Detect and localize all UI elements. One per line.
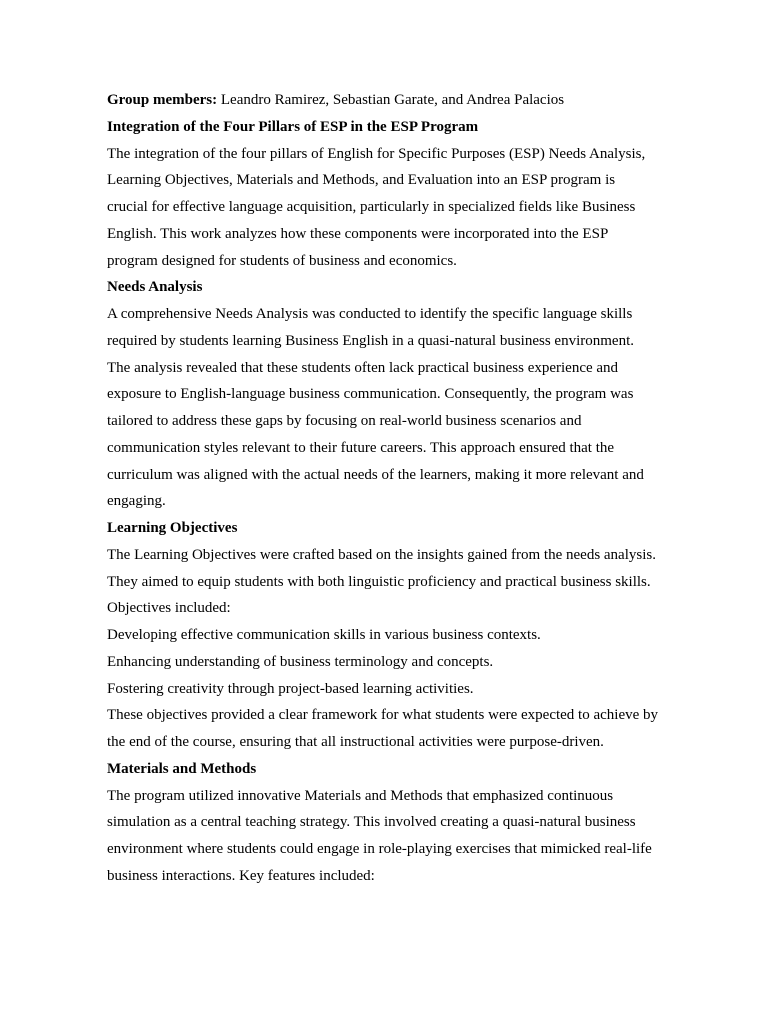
paragraph-line: They aimed to equip students with both linguistic proficiency and practical business skills. <box>107 573 651 590</box>
paragraph-line: engaging. <box>107 493 166 510</box>
paragraph-line: environment where students could engage in role-playing exercises that mimicked real-life <box>107 841 652 857</box>
paragraph-line: the end of the course, ensuring that all instructional activities were purpose-driven. <box>107 734 604 750</box>
paragraph-line: The Learning Objectives were crafted based on the insights gained from the needs analysis. <box>107 546 656 563</box>
objective-item: Enhancing understanding of business terminology and concepts. <box>107 653 494 670</box>
paragraph-line: tailored to address these gaps by focusing on real-world business scenarios and <box>107 413 582 429</box>
group-members-names: Leandro Ramirez, Sebastian Garate, and Andrea Palacios <box>217 92 565 108</box>
objective-item: Fostering creativity through project-based learning activities. <box>107 680 474 697</box>
paragraph-line: These objectives provided a clear framework for what students were expected to achieve by <box>107 707 659 724</box>
paragraph-line: curriculum was aligned with the actual needs of the learners, making it more relevant and <box>107 466 644 483</box>
intro-paragraph <box>107 141 667 275</box>
paragraph-line: The program utilized innovative Materials and Methods that emphasized continuous <box>107 787 614 804</box>
paragraph-line: simulation as a central teaching strategy. This involved creating a quasi-natural business <box>107 814 636 831</box>
group-members-label: Group members: <box>107 92 218 108</box>
paragraph-line: program designed for students of business and economics. <box>107 252 457 269</box>
paragraph-line: exposure to English-language business communication. Consequently, the program was <box>107 386 634 403</box>
paragraph-line: business interactions. Key features included: <box>107 867 375 884</box>
document-page <box>107 87 667 890</box>
group-members-line <box>107 87 667 114</box>
paragraph-line: required by students learning Business English in a quasi-natural business environment. <box>107 332 634 349</box>
paragraph-line: A comprehensive Needs Analysis was conducted to identify the specific language skills <box>107 306 633 322</box>
paragraph-line: communication styles relevant to their future careers. This approach ensured that the <box>107 439 615 456</box>
paragraph-line: crucial for effective language acquisition, particularly in specialized fields like Business <box>107 199 636 215</box>
needs-analysis-paragraph <box>107 301 667 515</box>
document-title: Integration of the Four Pillars of ESP in the ESP Program <box>107 118 479 135</box>
paragraph-line: The integration of the four pillars of English for Specific Purposes (ESP) Needs Analysis, <box>107 145 646 162</box>
needs-analysis-heading: Needs Analysis <box>107 279 203 296</box>
learning-objectives-heading: Learning Objectives <box>107 520 238 536</box>
paragraph-line: Objectives included: <box>107 600 231 617</box>
paragraph-line: The analysis revealed that these students often lack practical business experience and <box>107 359 619 376</box>
learning-objectives-paragraph <box>107 542 667 756</box>
paragraph-line: Learning Objectives, Materials and Methods, and Evaluation into an ESP program is <box>107 172 616 189</box>
paragraph-line: English. This work analyzes how these components were incorporated into the ESP <box>107 225 609 242</box>
objective-item: Developing effective communication skills in various business contexts. <box>107 627 541 643</box>
materials-methods-heading: Materials and Methods <box>107 760 257 777</box>
materials-methods-paragraph <box>107 783 667 890</box>
